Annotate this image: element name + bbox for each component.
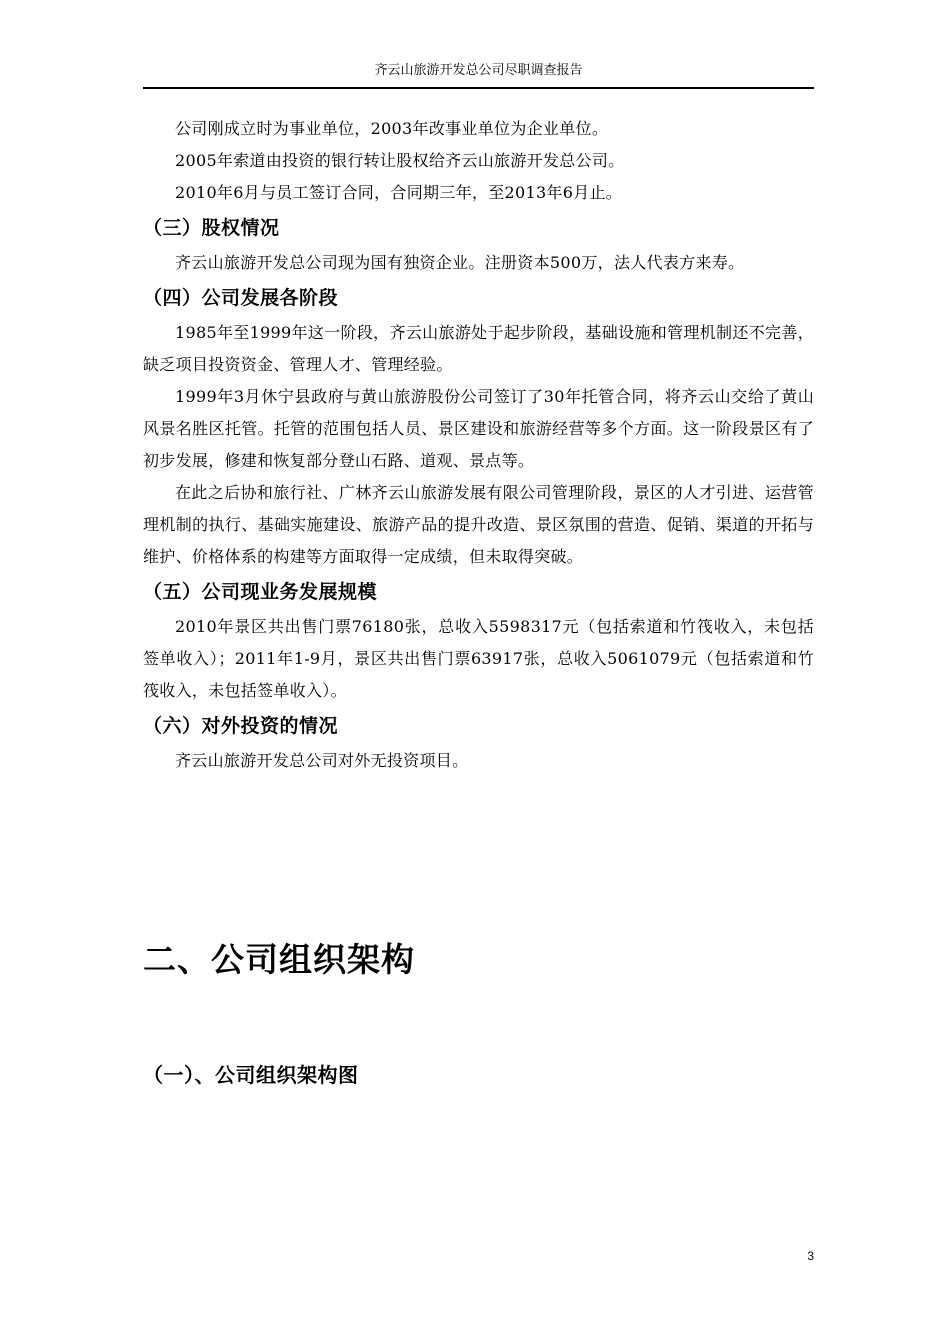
paragraph: 在此之后协和旅行社、广林齐云山旅游发展有限公司管理阶段，景区的人才引进、运营管理机制的执行、基础实施建设、旅游产品的提升改造、景区氛围的营造、促销、渠道的开拓与维护、价格体系的构建等方面取得一定成绩，但未取得突破。 [143, 483, 814, 566]
chapter-subheading: （一）、公司组织架构图 [143, 1063, 359, 1087]
paragraph: 齐云山旅游开发总公司对外无投资项目。 [175, 751, 469, 770]
header-title: 齐云山旅游开发总公司尽职调查报告 [374, 63, 583, 78]
chapter-heading: 二、公司组织架构 [143, 940, 415, 979]
section-heading-external-investment: （六）对外投资的情况 [143, 715, 339, 737]
section-heading-shareholding: （三）股权情况 [143, 217, 280, 239]
paragraph: 2005年索道由投资的银行转让股权给齐云山旅游开发总公司。 [175, 151, 625, 170]
page-header [143, 60, 814, 89]
paragraph: 2010年景区共出售门票76180张，总收入5598317元（包括索道和竹筏收入，未包括签单收入）；2011年1-9月，景区共出售门票63917张，总收入5061079元（包括索道和竹筏收入，未包括签单收入）。 [143, 617, 814, 700]
section-heading-business-scale: （五）公司现业务发展规模 [143, 581, 378, 603]
section-heading-development-stages: （四）公司发展各阶段 [143, 287, 339, 309]
paragraph: 1985年至1999年这一阶段，齐云山旅游处于起步阶段，基础设施和管理机制还不完善，缺乏项目投资资金、管理人才、管理经验。 [143, 323, 814, 374]
paragraph: 2010年6月与员工签订合同，合同期三年，至2013年6月止。 [175, 183, 623, 202]
document-body [143, 113, 814, 777]
paragraph: 公司刚成立时为事业单位，2003年改事业单位为企业单位。 [175, 119, 609, 138]
page-number: 3 [807, 1249, 814, 1263]
paragraph: 1999年3月休宁县政府与黄山旅游股份公司签订了30年托管合同，将齐云山交给了黄山风景名胜区托管。托管的范围包括人员、景区建设和旅游经营等多个方面。这一阶段景区有了初步发展，修建和恢复部分登山石路、道观、景点等。 [143, 387, 814, 470]
paragraph: 齐云山旅游开发总公司现为国有独资企业。注册资本500万，法人代表方来寿。 [175, 253, 745, 272]
